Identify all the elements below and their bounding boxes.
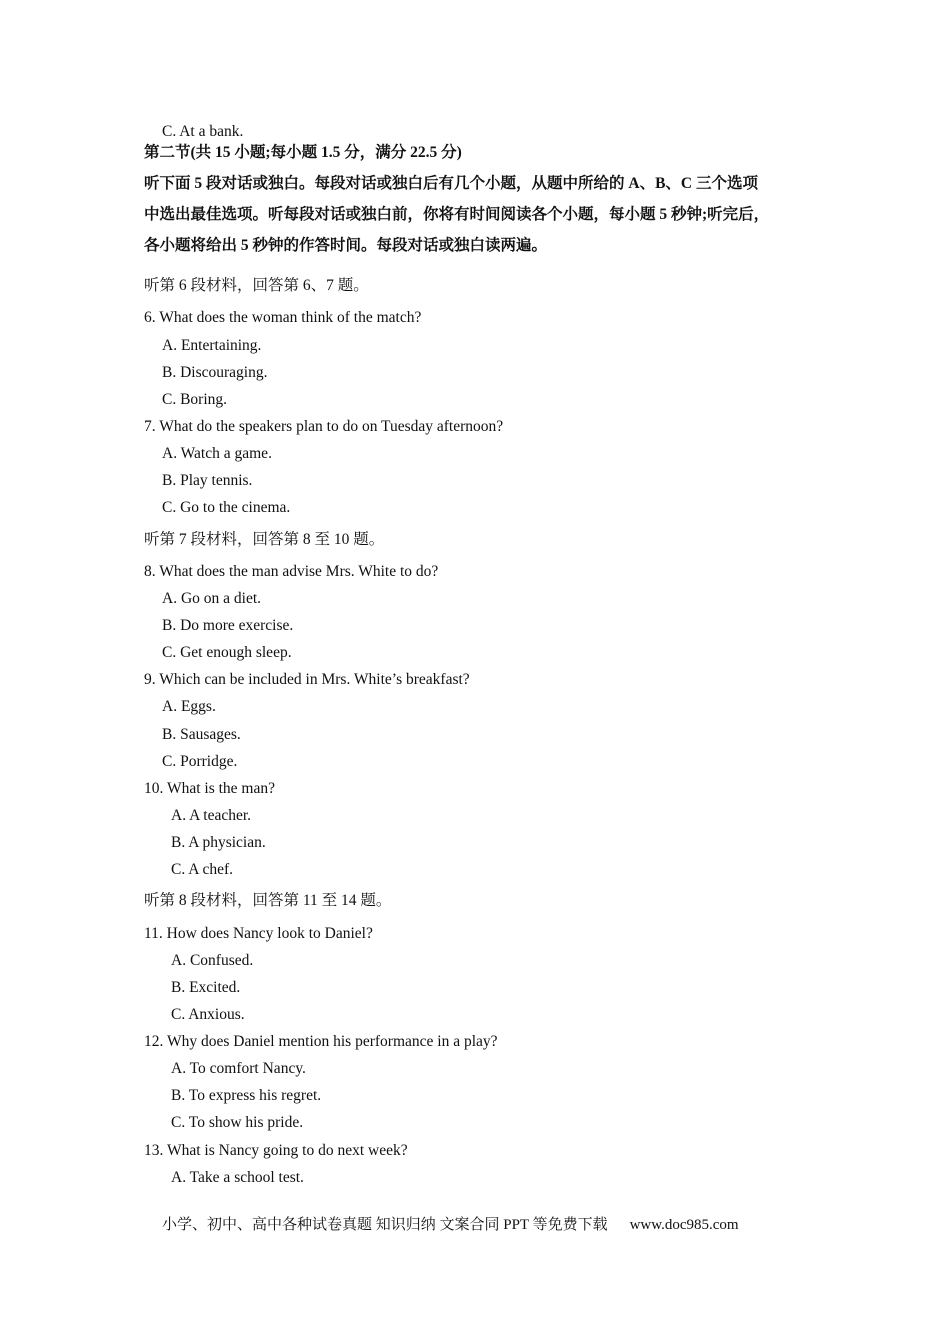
option-text: C. Boring. [162,391,228,408]
option-text: A. Watch a game. [162,445,272,462]
option-text: C. Porridge. [162,753,238,770]
option-text: C. Go to the cinema. [162,499,291,516]
option-text: A. A teacher. [171,807,252,824]
option-text: B. To express his regret. [171,1087,322,1104]
option-text: A. To comfort Nancy. [171,1060,306,1077]
material-heading: 听第 6 段材料，回答第 6、7 题。 [144,277,369,294]
question-text: 12. Why does Daniel mention his performance in a play? [144,1033,498,1050]
question-text: 11. How does Nancy look to Daniel? [144,925,373,942]
footer-text: 小学、初中、高中各种试卷真题 知识归纳 文案合同 PPT 等免费下载 [162,1217,608,1233]
option-text: B. Sausages. [162,726,241,743]
option-text: C. To show his pride. [171,1114,304,1131]
instructions-line: 听下面 5 段对话或独白。每段对话或独白后有几个小题，从题中所给的 A、B、C 三个选项 [144,175,758,192]
option-text: A. Confused. [171,952,254,969]
option-text: B. Play tennis. [162,472,253,489]
question-text: 7. What do the speakers plan to do on Tuesday afternoon? [144,418,504,435]
material-heading: 听第 7 段材料，回答第 8 至 10 题。 [144,531,385,548]
option-text: A. Go on a diet. [162,590,262,607]
option-text: B. Discouraging. [162,364,268,381]
question-text: 6. What does the woman think of the match? [144,309,422,326]
option-text: A. Take a school test. [171,1169,304,1186]
option-text: B. Excited. [171,979,241,996]
option-text: A. Entertaining. [162,337,262,354]
question-text: 10. What is the man? [144,780,276,797]
option-text: B. Do more exercise. [162,617,294,634]
footer-url: www.doc985.com [629,1217,739,1233]
instructions-line: 中选出最佳选项。听每段对话或独白前，你将有时间阅读各个小题，每小题 5 秒钟;听完后， [144,206,770,223]
option-text: B. A physician. [171,834,266,851]
question-text: 8. What does the man advise Mrs. White to do? [144,563,439,580]
section-heading: 第二节(共 15 小题;每小题 1.5 分，满分 22.5 分) [144,144,462,161]
question-text: 9. Which can be included in Mrs. White’s breakfast? [144,671,470,688]
question-text: 13. What is Nancy going to do next week? [144,1142,408,1159]
page-footer [162,1213,739,1234]
option-text: C. A chef. [171,861,233,878]
option-text: C. At a bank. [162,123,244,140]
material-heading: 听第 8 段材料，回答第 11 至 14 题。 [144,892,392,909]
option-text: A. Eggs. [162,698,216,715]
option-text: C. Get enough sleep. [162,644,292,661]
option-text: C. Anxious. [171,1006,245,1023]
instructions-line: 各小题将给出 5 秒钟的作答时间。每段对话或独白读两遍。 [144,237,548,254]
